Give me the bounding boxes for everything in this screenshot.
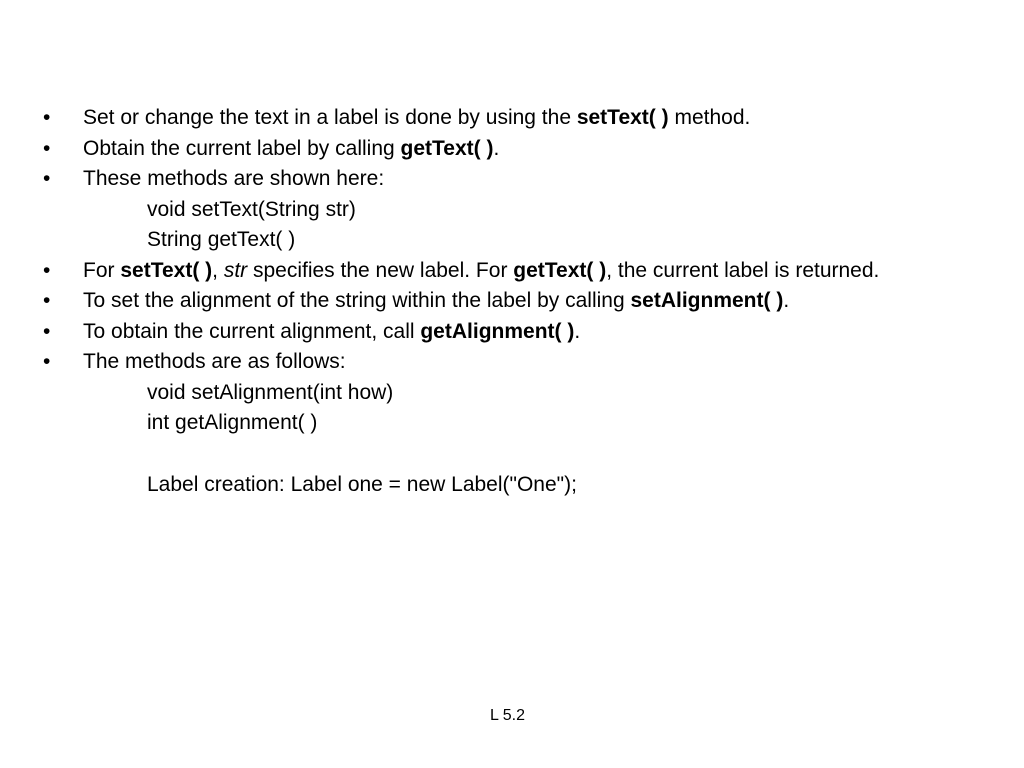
bullet-text (83, 256, 940, 287)
bullet-marker: • (43, 136, 51, 160)
text-run: method. (668, 106, 751, 129)
blank-line (40, 439, 940, 470)
text-run: . (493, 136, 500, 160)
method-name: getAlignment( ) (420, 319, 575, 343)
bullet-marker: • (43, 319, 51, 343)
bullet-text (83, 286, 940, 317)
slide-body (40, 103, 940, 500)
text-run: To set the alignment of the string within the label by calling (83, 289, 631, 312)
bullet-text (83, 317, 940, 348)
text-run: specifies the new label. For (247, 258, 514, 282)
text-run: . (783, 289, 790, 312)
bullet-settext-intro (40, 103, 940, 134)
bullet-text (83, 103, 940, 134)
bullet-marker: • (43, 106, 51, 129)
bullet-text: These methods are shown here: (83, 167, 385, 190)
page-number: L 5.2 (490, 707, 525, 724)
code-label-creation: Label creation: Label one = new Label("One"); (147, 472, 577, 496)
bullet-marker: • (43, 258, 51, 282)
code-getalignment-signature: int getAlignment( ) (147, 411, 318, 434)
bullet-setalignment-intro (40, 286, 940, 317)
bullet-settext-gettext-detail (40, 256, 940, 287)
method-name: setText( ) (120, 258, 213, 282)
text-run: . (574, 319, 581, 343)
parameter-name: str (223, 258, 248, 282)
code-gettext-signature: String getText( ) (147, 228, 296, 251)
text-run: , the current label is returned. (606, 258, 880, 282)
text-run: For (83, 258, 121, 282)
text-run: To obtain the current alignment, call (83, 319, 421, 343)
bullet-marker: • (43, 167, 51, 190)
method-name: getText( ) (513, 258, 607, 282)
bullet-getalignment-intro (40, 317, 940, 348)
code-settext-signature: void setText(String str) (147, 197, 356, 221)
text-run: Obtain the current label by calling (83, 136, 401, 160)
text-run: Set or change the text in a label is done by using the (83, 106, 577, 129)
bullet-marker: • (43, 289, 51, 312)
bullet-methods-shown (40, 164, 940, 195)
method-name: setAlignment( ) (630, 289, 784, 312)
bullet-methods-follow (40, 347, 940, 378)
code-setalignment-signature: void setAlignment(int how) (147, 380, 394, 404)
text-run: , (212, 258, 224, 282)
bullet-text (83, 134, 940, 165)
bullet-gettext-intro (40, 134, 940, 165)
method-name: getText( ) (400, 136, 494, 160)
method-name: setText( ) (576, 106, 669, 129)
bullet-marker: • (43, 350, 51, 373)
bullet-text: The methods are as follows: (83, 350, 346, 373)
